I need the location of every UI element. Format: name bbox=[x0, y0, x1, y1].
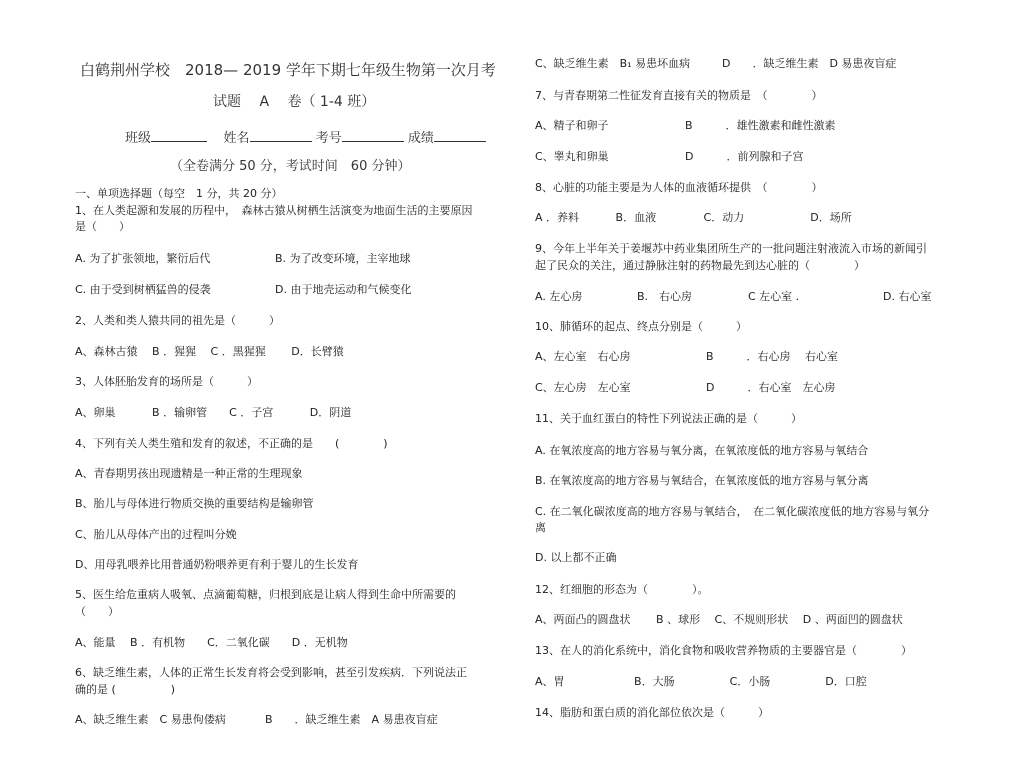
option-c: C、睾丸和卵巢 bbox=[535, 150, 609, 163]
option-b: B ．缺乏维生素 A 易患夜盲症 bbox=[265, 713, 438, 726]
question-9-cont: 起了民众的关注，通过静脉注射的药物最先到达心脏的（ ） bbox=[535, 259, 865, 272]
option-c-cont: 离 bbox=[535, 521, 546, 534]
question-12-options: A、两面凸的圆盘状 B 、球形 C、不规则形状 D 、两面凹的圆盘状 bbox=[535, 613, 903, 626]
option-d: D ．前列腺和子宫 bbox=[685, 150, 804, 163]
option-d: D、用母乳喂养比用普通奶粉喂养更有利于婴儿的生长发育 bbox=[75, 558, 359, 571]
option-c: C 左心室 . bbox=[748, 290, 800, 303]
exam-subtitle: 试题 A 卷（ 1-4 班） bbox=[213, 94, 376, 110]
name-blank bbox=[250, 129, 312, 142]
option-b: B. 为了改变环境，主宰地球 bbox=[275, 252, 411, 265]
question-14: 14、脂肪和蛋白质的消化部位依次是（ ） bbox=[535, 706, 769, 719]
option-a: A. 在氧浓度高的地方容易与氧分离，在氧浓度低的地方容易与氧结合 bbox=[535, 444, 869, 457]
option-a: A、左心室 右心房 bbox=[535, 350, 631, 363]
option-b: B、胎儿与母体进行物质交换的重要结构是输卵管 bbox=[75, 497, 314, 510]
option-a: A、精子和卵子 bbox=[535, 119, 609, 132]
question-6: 6、缺乏维生素，人体的正常生长发育将会受到影响，甚至引发疾病．下列说法正 bbox=[75, 666, 467, 679]
option-c: C. 由于受到树栖猛兽的侵袭 bbox=[75, 283, 211, 296]
question-5-cont: （ ） bbox=[75, 605, 119, 618]
option-c: C、左心房 左心室 bbox=[535, 381, 631, 394]
question-10: 10、肺循环的起点、终点分别是（ ） bbox=[535, 320, 747, 333]
number-blank bbox=[342, 129, 404, 142]
question-12: 12、红细胞的形态为（ ）。 bbox=[535, 583, 709, 596]
question-13-options: A、胃 B．大肠 C．小肠 D．口腔 bbox=[535, 675, 867, 688]
question-8: 8、心脏的功能主要是为人体的血液循环提供 （ ） bbox=[535, 181, 823, 194]
name-label: 姓名 bbox=[223, 131, 250, 146]
question-11: 11、关于血红蛋白的特性下列说法正确的是（ ） bbox=[535, 412, 802, 425]
option-d: D. 右心室 bbox=[883, 290, 932, 303]
question-9: 9、今年上半年关于姜堰苏中药业集团所生产的一批问题注射液流入市场的新闻引 bbox=[535, 242, 927, 255]
option-b: B ．雄性激素和雌性激素 bbox=[685, 119, 836, 132]
option-b: B. 右心房 bbox=[637, 290, 693, 303]
option-c: C、缺乏维生素 B₁ 易患坏血病 bbox=[535, 57, 691, 70]
option-d: D. 由于地壳运动和气候变化 bbox=[275, 283, 412, 296]
option-d: D. 以上都不正确 bbox=[535, 551, 617, 564]
class-blank bbox=[151, 129, 207, 142]
question-7: 7、与青春期第二性征发育直接有关的物质是 （ ） bbox=[535, 89, 823, 102]
option-d: D ．缺乏维生素 D 易患夜盲症 bbox=[722, 57, 897, 70]
question-3-options: A、卵巢 B ．输卵管 C ．子宫 D．阴道 bbox=[75, 406, 352, 419]
question-4: 4、下列有关人类生殖和发育的叙述，不正确的是 ( ) bbox=[75, 437, 388, 450]
option-c: C、胎儿从母体产出的过程叫分娩 bbox=[75, 528, 237, 541]
option-d: D ．右心室 左心房 bbox=[706, 381, 836, 394]
question-1-cont: 是（ ） bbox=[75, 220, 130, 233]
question-6-cont: 确的是 ( ) bbox=[75, 683, 176, 696]
number-label: 考号 bbox=[315, 131, 342, 146]
question-5: 5、医生给危重病人吸氧、点滴葡萄糖，归根到底是让病人得到生命中所需要的 bbox=[75, 588, 456, 601]
question-8-options: A ．养料 B．血液 C．动力 D．场所 bbox=[535, 211, 852, 224]
option-b: B ．右心房 右心室 bbox=[706, 350, 839, 363]
section-heading: 一、单项选择题（每空 1 分，共 20 分） bbox=[75, 187, 283, 200]
question-5-options: A、能量 B ．有机物 C．二氧化碳 D ．无机物 bbox=[75, 636, 348, 649]
option-a: A、缺乏维生素 C 易患佝偻病 bbox=[75, 713, 226, 726]
student-info-row bbox=[125, 129, 486, 146]
option-a: A. 左心房 bbox=[535, 290, 583, 303]
option-b: B. 在氧浓度高的地方容易与氧结合，在氧浓度低的地方容易与氧分离 bbox=[535, 474, 869, 487]
option-c: C. 在二氧化碳浓度高的地方容易与氧结合， 在二氧化碳浓度低的地方容易与氧分 bbox=[535, 505, 930, 518]
option-a: A. 为了扩张领地，繁衍后代 bbox=[75, 252, 211, 265]
option-a: A、青春期男孩出现遗精是一种正常的生理现象 bbox=[75, 467, 303, 480]
question-3: 3、人体胚胎发育的场所是（ ） bbox=[75, 375, 258, 388]
exam-note: （全卷满分 50 分，考试时间 60 分钟） bbox=[170, 159, 411, 174]
question-2: 2、人类和类人猿共同的祖先是（ ） bbox=[75, 314, 280, 327]
exam-title: 白鹤荆州学校 2018— 2019 学年下期七年级生物第一次月考 bbox=[80, 61, 496, 79]
score-blank bbox=[434, 129, 486, 142]
question-1: 1、在人类起源和发展的历程中， 森林古猿从树栖生活演变为地面生活的主要原因 bbox=[75, 204, 473, 217]
question-2-options: A、森林古猿 B ．猩猩 C ．黑猩猩 D．长臂猿 bbox=[75, 345, 344, 358]
score-label: 成绩 bbox=[407, 131, 434, 146]
question-13: 13、在人的消化系统中，消化食物和吸收营养物质的主要器官是（ ） bbox=[535, 644, 912, 657]
class-label: 班级 bbox=[125, 131, 152, 146]
